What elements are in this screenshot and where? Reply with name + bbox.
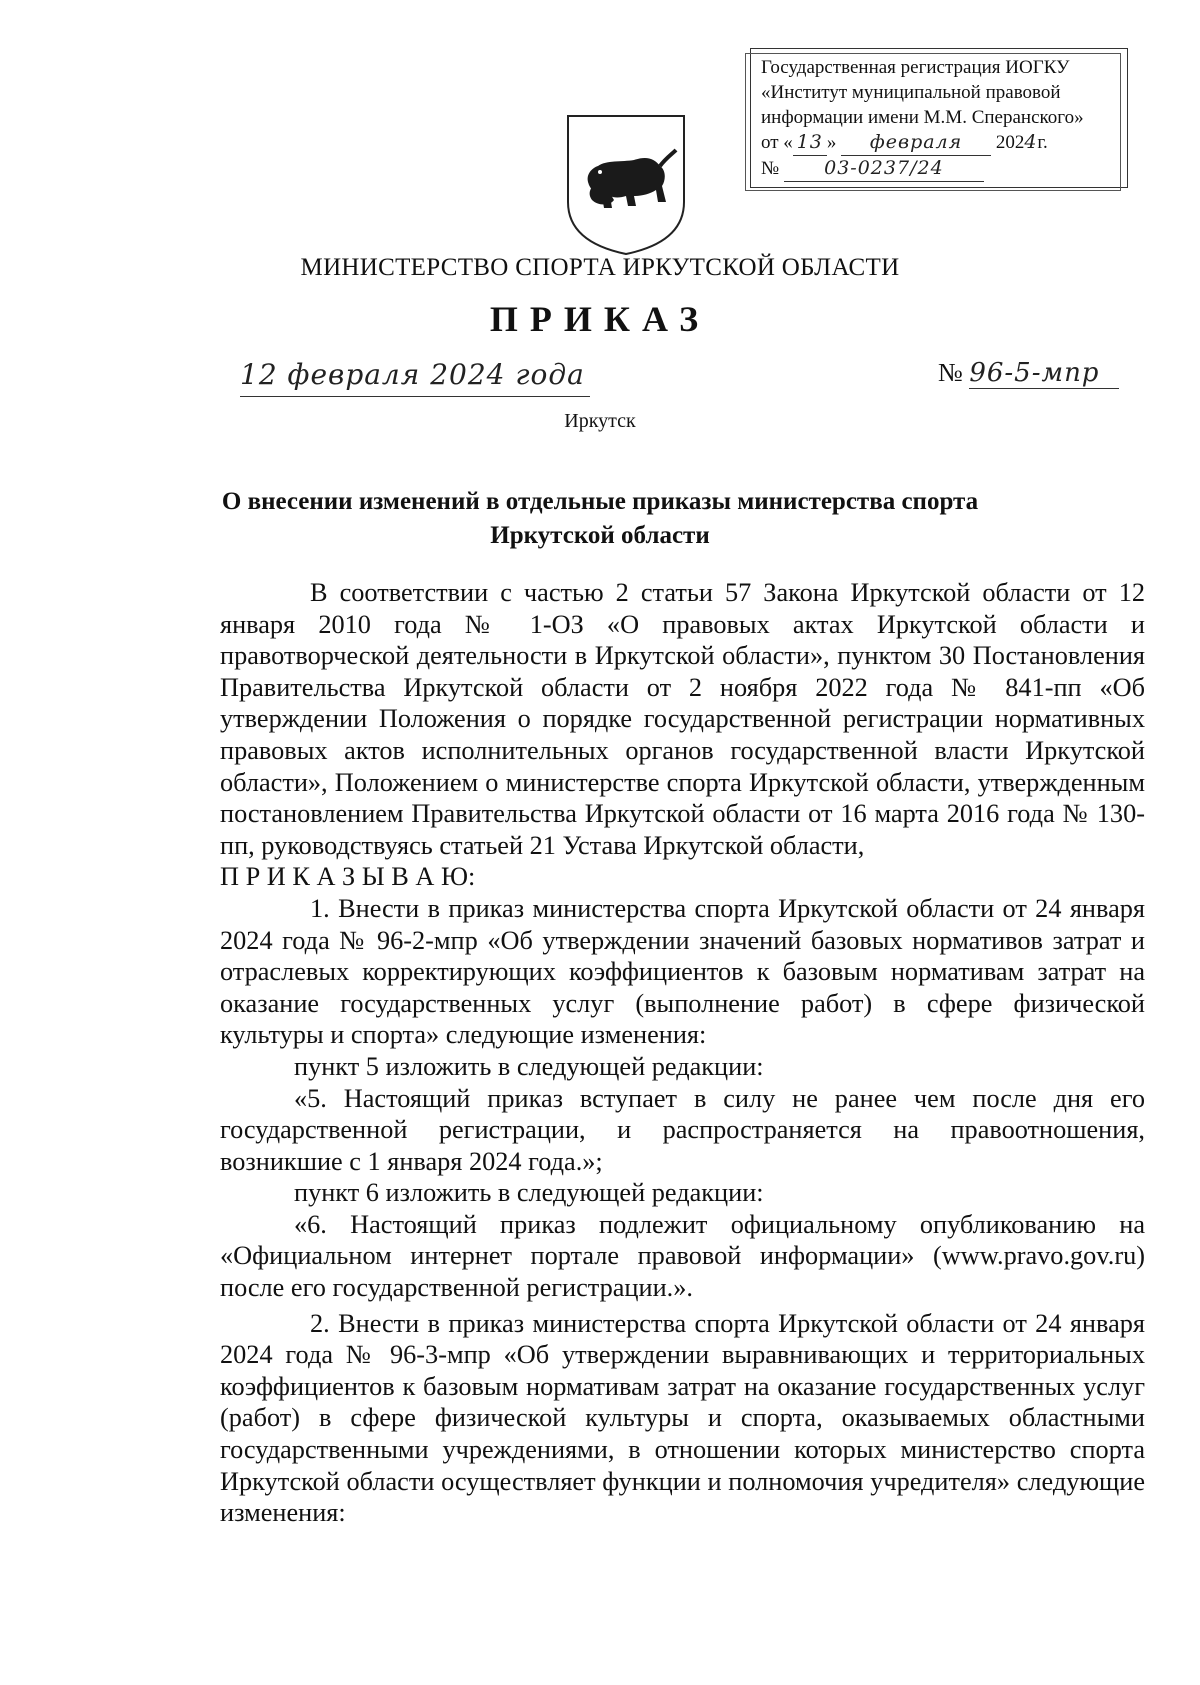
stamp-date-line [761,130,1117,156]
city-name: Иркутск [564,410,636,432]
order-number-handwritten: 96-5-мпр [969,358,1119,389]
order-body [220,577,1145,1529]
stamp-number-prefix: № [761,158,780,179]
subject-line-1: О внесении изменений в отдельные приказы министерства спорта [221,488,979,515]
stamp-date-day: 13 [793,130,827,156]
stamp-year-suffix: г. [1037,132,1048,153]
ministry-name: МИНИСТЕРСТВО СПОРТА ИРКУТСКОЙ ОБЛАСТИ [300,254,900,281]
stamp-line-3: информации имени М.М. Сперанского» [761,107,1084,128]
stamp-date-month: февраля [841,130,991,156]
item-1-point-6-text: «6. Настоящий приказ подлежит официальному опубликованию на «Официальном интернет портале правовой информации» (www.pravo.gov.ru) после его государственной регистрации.». [220,1209,1145,1303]
order-number [938,358,1148,396]
item-1-point-5-text: «5. Настоящий приказ вступает в силу не ранее чем после дня его государственной регистрации, и распространяется на правоотношения, возникшие с 1 января 2024 года.»; [220,1083,1145,1176]
item-1-paragraph: 1. Внести в приказ министерства спорта Иркутской области от 24 января 2024 года № 96-2-мпр «Об утверждении значений базовых нормативов затрат и отраслевых корректирующих коэффициентов к базовым нормативам затрат на оказание государственных услуг (выполнение работ) в сфере физической культуры и спорта» следующие изменения: [220,893,1145,1050]
stamp-date-close: » [826,132,837,153]
stamp-date-prefix: от « [761,132,793,153]
order-word: П Р И К А З Ы В А Ю: [220,862,476,892]
stamp-year-hand: 4 [1024,131,1038,153]
coat-of-arms-icon [562,110,690,258]
stamp-line-2: «Институт муниципальной правовой [761,82,1061,103]
registration-stamp [750,48,1128,188]
subject-line-2: Иркутской области [490,522,710,549]
stamp-line-1: Государственная регистрация ИОГКУ [761,57,1070,78]
order-subject [200,485,1000,553]
document-type-title: ПРИКАЗ [489,299,711,339]
stamp-number-line [761,156,1117,182]
order-date-handwritten: 12 февраля 2024 года [240,358,590,397]
item-2-paragraph: 2. Внести в приказ министерства спорта Иркутской области от 24 января 2024 года № 96-3-мпр «Об утверждении выравнивающих и территориальных коэффициентов к базовым нормативам затрат на оказание государственных услуг (работ) в сфере физической культуры и спорта, оказываемых областными государственными учреждениями, в отношении которых министерство спорта Иркутской области осуществляет функции и полномочия учредителя» следующие изменения: [220,1308,1145,1528]
item-1-point-6-intro: пункт 6 изложить в следующей редакции: [294,1178,764,1208]
stamp-number-value: 03-0237/24 [784,156,984,182]
item-1-point-5-intro: пункт 5 изложить в следующей редакции: [294,1051,764,1081]
order-number-prefix: № [938,358,963,387]
stamp-year-prefix: 202 [995,132,1025,153]
preamble-paragraph: В соответствии с частью 2 статьи 57 Закона Иркутской области от 12 января 2010 года № 1-ОЗ «О правовых актах Иркутской области и правотворческой деятельности в Иркутской области», пунктом 30 Постановления Правительства Иркутской области от 2 ноября 2022 года № 841-пп «Об утверждении Положения о порядке государственной регистрации нормативных правовых актов исполнительных органов государственной власти Иркутской области», Положением о министерстве спорта Иркутской области, утвержденным постановлением Правительства Иркутской области от 16 марта 2016 года № 130-пп, руководствуясь статьей 21 Устава Иркутской области, [220,578,1145,860]
